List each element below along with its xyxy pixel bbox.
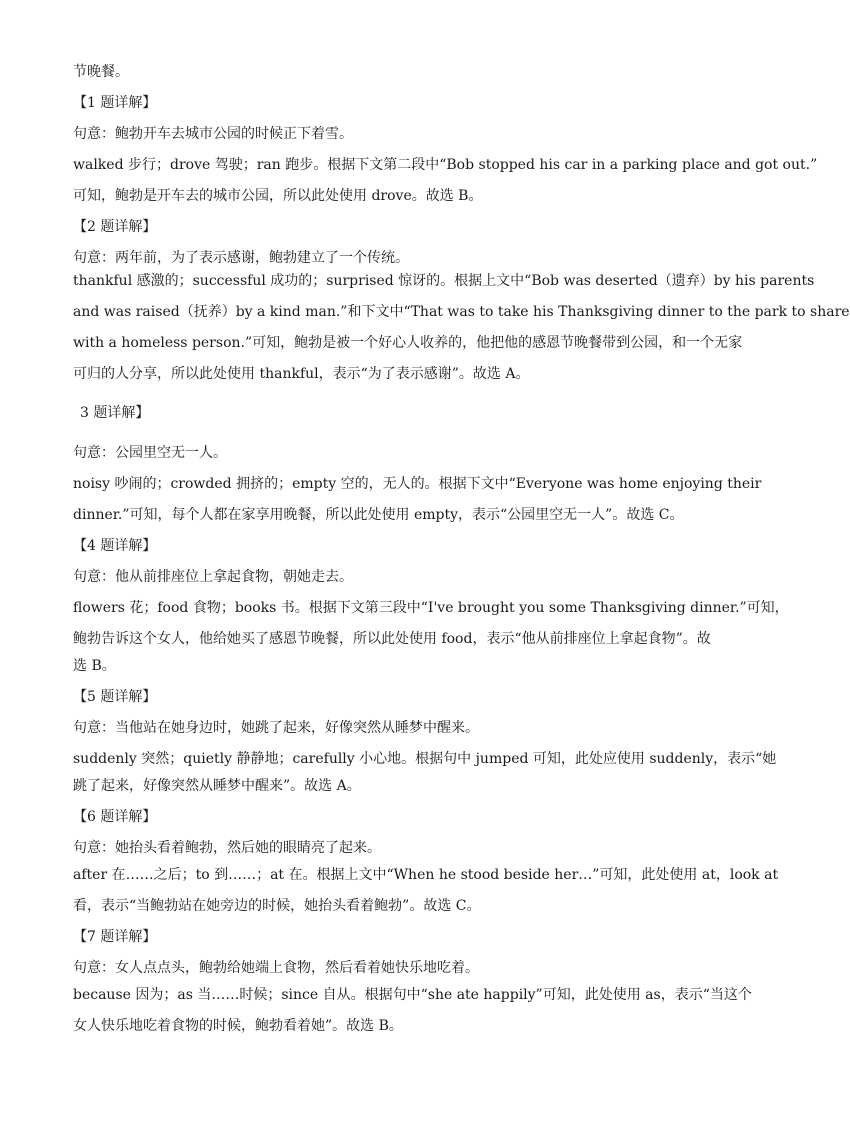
sentence-meaning: 句意：当他站在她身边时，她跳了起来，好像突然从睡梦中醒来。 [73,720,479,736]
explanation-line: after 在……之后；to 到……；at 在。根据上文中“When he stood beside her…”可知，此处使用 at，look at [73,867,779,883]
sentence-meaning: 句意：女人点点头，鲍勃给她端上食物，然后看着她快乐地吃着。 [73,960,479,976]
section-heading-q1: 【1 题详解】 [73,95,157,111]
section-heading-q6: 【6 题详解】 [73,809,157,825]
sentence-meaning: 句意：公园里空无一人。 [73,445,227,461]
explanation-line: 看，表示“当鲍勃站在她旁边的时候，她抬头看着鲍勃”。故选 C。 [73,898,481,914]
explanation-line: 鲍勃告诉这个女人，他给她买了感恩节晚餐，所以此处使用 food，表示“他从前排座位上拿起食物”。故 [73,631,711,647]
text-line: 节晚餐。 [73,64,129,80]
explanation-line: with a homeless person.”可知，鲍勃是被一个好心人收养的，他把他的感恩节晚餐带到公园，和一个无家 [73,335,743,351]
explanation-line: suddenly 突然；quietly 静静地；carefully 小心地。根据句中 jumped 可知，此处应使用 suddenly，表示“她 [73,751,777,767]
explanation-line: 选 B。 [73,658,116,674]
explanation-line: and was raised（抚养）by a kind man.”和下文中“That was to take his Thanksgiving dinner to the park to share [73,304,850,320]
section-heading-q4: 【4 题详解】 [73,538,157,554]
explanation-line: because 因为；as 当……时候；since 自从。根据句中“she ate happily”可知，此处使用 as，表示“当这个 [73,987,752,1003]
explanation-line: 女人快乐地吃着食物的时候，鲍勃看着她”。故选 B。 [73,1018,403,1034]
sentence-meaning: 句意：他从前排座位上拿起食物，朝她走去。 [73,569,353,585]
sentence-meaning: 句意：她抬头看着鲍勃，然后她的眼睛亮了起来。 [73,840,381,856]
section-heading-q5: 【5 题详解】 [73,689,157,705]
section-heading-q3: 3 题详解】 [80,405,150,421]
section-heading-q7: 【7 题详解】 [73,929,157,945]
explanation-line: 可归的人分享，所以此处使用 thankful，表示“为了表示感谢”。故选 A。 [73,366,530,382]
explanation-line: flowers 花；food 食物；books 书。根据下文第三段中“I've brought you some Thanksgiving dinner.”可知， [73,600,789,616]
explanation-line: walked 步行；drove 驾驶；ran 跑步。根据下文第二段中“Bob stopped his car in a parking place and got out.” [73,157,818,173]
explanation-line: 可知，鲍勃是开车去的城市公园，所以此处使用 drove。故选 B。 [73,188,483,204]
sentence-meaning: 句意：两年前，为了表示感谢，鲍勃建立了一个传统。 [73,250,409,266]
section-heading-q2: 【2 题详解】 [73,219,157,235]
sentence-meaning: 句意：鲍勃开车去城市公园的时候正下着雪。 [73,126,353,142]
explanation-line: dinner.”可知，每个人都在家享用晚餐，所以此处使用 empty，表示“公园里空无一人”。故选 C。 [73,507,684,523]
explanation-line: 跳了起来，好像突然从睡梦中醒来”。故选 A。 [73,778,361,794]
explanation-line: thankful 感激的；successful 成功的；surprised 惊讶的。根据上文中“Bob was deserted（遗弃）by his parents [73,273,815,289]
explanation-line: noisy 吵闹的；crowded 拥挤的；empty 空的，无人的。根据下文中“Everyone was home enjoying their [73,476,762,492]
